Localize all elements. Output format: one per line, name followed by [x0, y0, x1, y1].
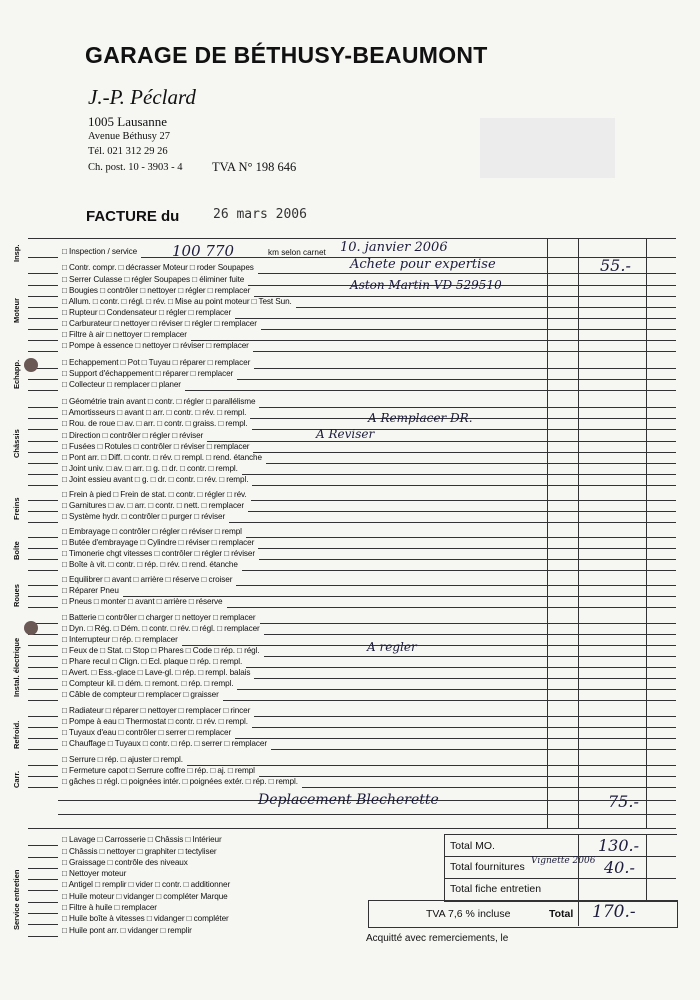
row-fill-line	[254, 368, 676, 369]
row-label: □ Pneus □ monter □ avant □ arrière □ réserve	[62, 597, 223, 606]
row-fill-line	[302, 787, 676, 788]
form-row	[28, 409, 676, 419]
service-label: □ Antigel □ remplir □ vider □ contr. □ additionner	[62, 880, 231, 889]
row-fill-line	[237, 379, 676, 380]
form-row	[28, 528, 676, 538]
row-label: □ Boîte à vit. □ contr. □ rép. □ rév. □ rend. étanche	[62, 560, 238, 569]
grand-total-label: Total	[549, 908, 574, 920]
handwritten-vignette: Vignette 2006	[531, 856, 596, 866]
row-fill-line	[259, 407, 676, 408]
row-blank-line	[28, 776, 58, 777]
form-row	[28, 331, 676, 341]
row-label: □ Allum. □ contr. □ régl. □ rév. □ Mise au point moteur □ Test Sun.	[62, 297, 292, 306]
total-fournitures-label: Total fournitures	[450, 861, 525, 873]
row-blank-line	[28, 913, 58, 914]
row-label: □ Equilibrer □ avant □ arrière □ réserve □ croiser	[62, 575, 233, 584]
section-label-carr: Carr.	[12, 770, 21, 788]
row-blank-line	[28, 429, 58, 430]
row-label: □ Pont arr. □ Diff. □ contr. □ rév. □ rempl. □ rend. étanche	[62, 453, 262, 462]
form-row	[28, 756, 676, 766]
binder-hole	[24, 358, 38, 372]
row-blank-line	[28, 749, 58, 750]
row-label: □ Serrer Culasse □ régler Soupapes □ éliminer fuite	[62, 275, 245, 284]
form-row	[28, 778, 676, 788]
handwritten-total-mo: 130.-	[598, 836, 640, 855]
service-row	[28, 859, 428, 869]
service-row	[28, 848, 428, 858]
row-fill-line	[236, 585, 676, 586]
row-label: □ Direction □ contrôler □ régler □ réviser	[62, 431, 204, 440]
row-label: □ Rou. de roue □ av. □ arr. □ contr. □ graiss. □ rempl.	[62, 419, 248, 428]
row-fill-line	[229, 522, 676, 523]
handwritten-expertise-note: Achete pour expertise	[350, 257, 496, 272]
service-label: □ Nettoyer moteur	[62, 869, 127, 878]
row-blank-line	[28, 407, 58, 408]
section-label-roues: Roues	[12, 584, 21, 607]
row-fill-line	[259, 776, 676, 777]
handwritten-revise-note: A Reviser	[316, 427, 375, 441]
handwritten-amount-1: 55.-	[600, 256, 631, 275]
row-fill-line	[237, 689, 676, 690]
form-row	[28, 614, 676, 624]
row-label: □ Butée d'embrayage □ Cylindre □ réviser □ remplacer	[62, 538, 255, 547]
row-label: □ gâches □ régl. □ poignées intér. □ poignées extér. □ rép. □ rempl.	[62, 777, 298, 786]
company-name: GARAGE DE BÉTHUSY-BEAUMONT	[85, 42, 488, 68]
row-blank-line	[28, 296, 58, 297]
form-row	[28, 587, 676, 597]
row-fill-line	[191, 340, 676, 341]
service-row	[28, 870, 428, 880]
form-row	[28, 381, 676, 391]
form-row	[28, 502, 676, 512]
row-label: □ Garnitures □ av. □ arr. □ contr. □ nett. □ remplacer	[62, 501, 245, 510]
service-label: □ Huile moteur □ vidanger □ compléter Marque	[62, 892, 228, 901]
row-blank-line	[28, 257, 58, 258]
row-blank-line	[28, 936, 58, 937]
row-label: □ Compteur kil. □ dém. □ remont. □ rép. □ rempl.	[62, 679, 234, 688]
phone-number: Tél. 021 312 29 26	[88, 146, 168, 157]
row-blank-line	[28, 678, 58, 679]
row-blank-line	[28, 607, 58, 608]
row-blank-line	[28, 463, 58, 464]
row-label: □ Fusées □ Rotules □ contrôler □ réviser □ remplacer	[62, 442, 250, 451]
row-blank-line	[28, 924, 58, 925]
row-label: □ Géométrie train avant □ contr. □ régler □ parallélisme	[62, 397, 256, 406]
form-row	[28, 359, 676, 369]
row-blank-line	[28, 890, 58, 891]
row-fill-line	[254, 716, 676, 717]
form-row	[28, 598, 676, 608]
row-label: □ Echappement □ Pot □ Tuyau □ réparer □ remplacer	[62, 358, 251, 367]
form-row	[28, 454, 676, 464]
row-fill-line	[187, 765, 676, 766]
row-label: □ Rupteur □ Condensateur □ régler □ remplacer	[62, 308, 232, 317]
row-label: □ Support d'échappement □ réparer □ remplacer	[62, 369, 234, 378]
zip-city: 1005 Lausanne	[88, 114, 168, 129]
form-row	[28, 718, 676, 728]
tva-included-label: TVA 7,6 % incluse	[426, 908, 511, 920]
row-label: □ Carburateur □ nettoyer □ réviser □ régler □ remplacer	[62, 319, 257, 328]
row-fill-line	[296, 307, 676, 308]
row-blank-line	[28, 656, 58, 657]
row-fill-line	[261, 329, 676, 330]
section-label-refroid: Refroid.	[12, 720, 21, 749]
row-blank-line	[28, 868, 58, 869]
row-label: □ Filtre à air □ nettoyer □ remplacer	[62, 330, 187, 339]
form-row	[28, 576, 676, 586]
row-fill-line	[251, 500, 676, 501]
row-fill-line	[252, 485, 676, 486]
total-divider	[578, 900, 579, 926]
row-fill-line	[227, 607, 676, 608]
row-blank-line	[28, 765, 58, 766]
postal-account: Ch. post. 10 - 3903 - 4	[88, 162, 183, 173]
row-blank-line	[28, 511, 58, 512]
row-label: □ Chauffage □ Tuyaux □ contr. □ rép. □ serrer □ remplacer	[62, 739, 267, 748]
row-fill-line	[271, 749, 676, 750]
row-blank-line	[28, 318, 58, 319]
form-bottom-line	[28, 828, 676, 829]
row-label: □ Phare recul □ Clign. □ Ecl. plaque □ rép. □ rempl.	[62, 657, 243, 666]
form-row	[28, 669, 676, 679]
service-label: □ Châssis □ nettoyer □ graphiter □ tectyliser	[62, 847, 217, 856]
row-blank-line	[28, 667, 58, 668]
row-blank-line	[28, 452, 58, 453]
row-fill-line	[207, 441, 676, 442]
row-label: □ Réparer Pneu	[62, 586, 119, 595]
row-fill-line	[259, 559, 676, 560]
totals-row-line	[444, 878, 676, 879]
row-fill-line	[258, 548, 676, 549]
section-label-insp: Insp.	[12, 244, 21, 262]
handwritten-vehicle: Aston Martin VD 529510	[350, 278, 502, 292]
row-blank-line	[28, 329, 58, 330]
row-fill-line	[252, 727, 676, 728]
row-blank-line	[28, 418, 58, 419]
row-blank-line	[28, 285, 58, 286]
row-label: □ Bougies □ contrôler □ nettoyer □ régler □ remplacer	[62, 286, 251, 295]
form-row	[28, 561, 676, 571]
handwritten-grand-total: 170.-	[592, 902, 636, 922]
row-blank-line	[28, 879, 58, 880]
row-blank-line	[28, 787, 58, 788]
form-row	[28, 740, 676, 750]
service-label: □ Graissage □ contrôle des niveaux	[62, 858, 188, 867]
form-row	[28, 465, 676, 475]
row-fill-line	[264, 634, 676, 635]
form-row	[28, 539, 676, 549]
form-row	[28, 625, 676, 635]
service-label: □ Huile boîte à vitesses □ vidanger □ compléter	[62, 914, 229, 923]
row-fill-line	[260, 623, 676, 624]
form-row	[28, 647, 676, 657]
form-row	[28, 309, 676, 319]
row-fill-line	[254, 678, 676, 679]
row-fill-line	[242, 474, 676, 475]
form-row	[28, 298, 676, 308]
section-label-echapp: Echapp.	[12, 359, 21, 389]
row-blank-line	[28, 845, 58, 846]
service-label: □ Huile pont arr. □ vidanger □ remplir	[62, 926, 192, 935]
row-fill-line	[235, 738, 676, 739]
row-blank-line	[28, 645, 58, 646]
row-label: □ Embrayage □ contrôler □ régler □ réviser □ rempl	[62, 527, 242, 536]
form-row	[28, 443, 676, 453]
form-row	[28, 729, 676, 739]
row-blank-line	[28, 738, 58, 739]
street-address: Avenue Béthusy 27	[88, 131, 171, 142]
row-label: □ Dyn. □ Rég. □ Dém. □ contr. □ rév. □ régl. □ remplacer	[62, 624, 260, 633]
handwritten-km: 100 770	[172, 242, 235, 260]
row-label: □ Joint univ. □ av. □ arr. □ g. □ dr. □ contr. □ rempl.	[62, 464, 238, 473]
row-blank-line	[28, 379, 58, 380]
handwritten-adjust-note: A regler	[367, 640, 417, 654]
binder-hole	[24, 621, 38, 635]
redacted-address-box	[480, 118, 615, 178]
section-label-service: Service entretien	[12, 869, 21, 930]
row-blank-line	[28, 689, 58, 690]
row-fill-line	[253, 452, 676, 453]
row-blank-line	[28, 585, 58, 586]
total-fiche-label: Total fiche entretien	[450, 883, 542, 895]
row-fill-line	[223, 700, 676, 701]
row-blank-line	[28, 340, 58, 341]
row-label: □ Avert. □ Ess.-glace □ Lave-gl. □ rép. □ rempl. balais	[62, 668, 251, 677]
handwritten-amount-2: 75.-	[608, 792, 639, 811]
form-row	[28, 707, 676, 717]
row-label: □ Joint essieu avant □ g. □ dr. □ contr. □ rév. □ rempl.	[62, 475, 249, 484]
totals-divider	[578, 834, 579, 900]
row-fill-line	[246, 537, 676, 538]
row-label: □ Collecteur □ remplacer □ planer	[62, 380, 181, 389]
row-blank-line	[28, 273, 58, 274]
form-row	[28, 658, 676, 668]
row-fill-line	[242, 570, 676, 571]
acquitte-label: Acquitté avec remerciements, le	[366, 933, 509, 944]
row-blank-line	[28, 700, 58, 701]
handwritten-replace-note: A Remplacer DR.	[368, 411, 473, 425]
form-row	[28, 513, 676, 523]
row-label: □ Contr. compr. □ décrasser Moteur □ roder Soupapes	[62, 263, 254, 272]
row-fill-line	[248, 511, 676, 512]
handwritten-date-note: 10. janvier 2006	[340, 240, 448, 255]
row-blank-line	[28, 716, 58, 717]
row-label: □ Batterie □ contrôler □ charger □ nettoyer □ remplacer	[62, 613, 256, 622]
total-mo-label: Total MO.	[450, 840, 495, 852]
service-label: □ Lavage □ Carrosserie □ Châssis □ Intérieur	[62, 835, 222, 844]
blank-line	[58, 814, 676, 815]
row-blank-line	[28, 307, 58, 308]
row-fill-line	[246, 667, 676, 668]
row-blank-line	[28, 559, 58, 560]
form-row	[28, 491, 676, 501]
form-row	[28, 320, 676, 330]
totals-divider	[646, 834, 647, 900]
row-fill-line	[266, 463, 676, 464]
form-row	[28, 691, 676, 701]
row-blank-line	[28, 522, 58, 523]
section-label-elec: Instal. électrique	[12, 637, 21, 697]
row-label: □ Feux de □ Stat. □ Stop □ Phares □ Code □ rép. □ régl.	[62, 646, 260, 655]
tva-number: TVA N° 198 646	[212, 160, 297, 174]
section-label-chassis: Châssis	[12, 429, 21, 458]
row-blank-line	[28, 485, 58, 486]
form-row	[28, 680, 676, 690]
row-label: □ Inspection / service	[62, 247, 138, 256]
form-row	[28, 550, 676, 560]
form-row	[28, 636, 676, 646]
row-blank-line	[28, 570, 58, 571]
row-blank-line	[28, 537, 58, 538]
row-blank-line	[28, 857, 58, 858]
form-row	[28, 342, 676, 352]
handwritten-deplacement: Deplacement Blecherette	[258, 792, 439, 808]
row-label: □ Timonerie chgt vitesses □ contrôler □ régler □ réviser	[62, 549, 256, 558]
form-row	[28, 370, 676, 380]
invoice-label: FACTURE du	[86, 208, 180, 225]
handwritten-total-fournitures: 40.-	[604, 858, 635, 877]
row-label: □ Radiateur □ réparer □ nettoyer □ remplacer □ rincer	[62, 706, 251, 715]
row-label: □ Fermeture capot □ Serrure coffre □ rép. □ aj. □ rempl	[62, 766, 255, 775]
row-blank-line	[28, 727, 58, 728]
section-label-moteur: Moteur	[12, 298, 21, 323]
service-row	[28, 881, 428, 891]
row-blank-line	[28, 390, 58, 391]
row-label: □ Tuyaux d'eau □ contrôler □ serrer □ remplacer	[62, 728, 232, 737]
service-row	[28, 836, 428, 846]
km-label: km selon carnet	[268, 248, 326, 257]
row-blank-line	[28, 902, 58, 903]
row-blank-line	[28, 548, 58, 549]
row-label: □ Serrure □ rép. □ ajuster □ rempl.	[62, 755, 183, 764]
row-fill-line	[235, 318, 676, 319]
form-row	[28, 398, 676, 408]
row-label: □ Amortisseurs □ avant □ arr. □ contr. □ rév. □ rempl.	[62, 408, 247, 417]
owner-name: J.-P. Péclard	[88, 85, 196, 109]
invoice-date: 26 mars 2006	[213, 207, 307, 222]
row-fill-line	[253, 351, 676, 352]
row-label: □ Câble de compteur □ remplacer □ graisser	[62, 690, 219, 699]
row-fill-line	[185, 390, 676, 391]
row-blank-line	[28, 596, 58, 597]
row-label: □ Système hydr. □ contrôler □ purger □ réviser	[62, 512, 226, 521]
form-row	[28, 476, 676, 486]
row-label: □ Interrupteur □ rép. □ remplacer	[62, 635, 178, 644]
row-label: □ Pompe à eau □ Thermostat □ contr. □ rév. □ rempl.	[62, 717, 248, 726]
row-blank-line	[28, 351, 58, 352]
section-label-boite: Boîte	[12, 541, 21, 560]
form-row	[28, 767, 676, 777]
section-label-freins: Freins	[12, 497, 21, 520]
row-label: □ Frein à pied □ Frein de stat. □ contr. □ régler □ rév.	[62, 490, 247, 499]
row-blank-line	[28, 441, 58, 442]
row-label: □ Pompe à essence □ nettoyer □ réviser □ remplacer	[62, 341, 249, 350]
row-fill-line	[254, 296, 676, 297]
row-fill-line	[264, 656, 676, 657]
service-label: □ Filtre à huile □ remplacer	[62, 903, 157, 912]
row-blank-line	[28, 474, 58, 475]
row-blank-line	[28, 500, 58, 501]
